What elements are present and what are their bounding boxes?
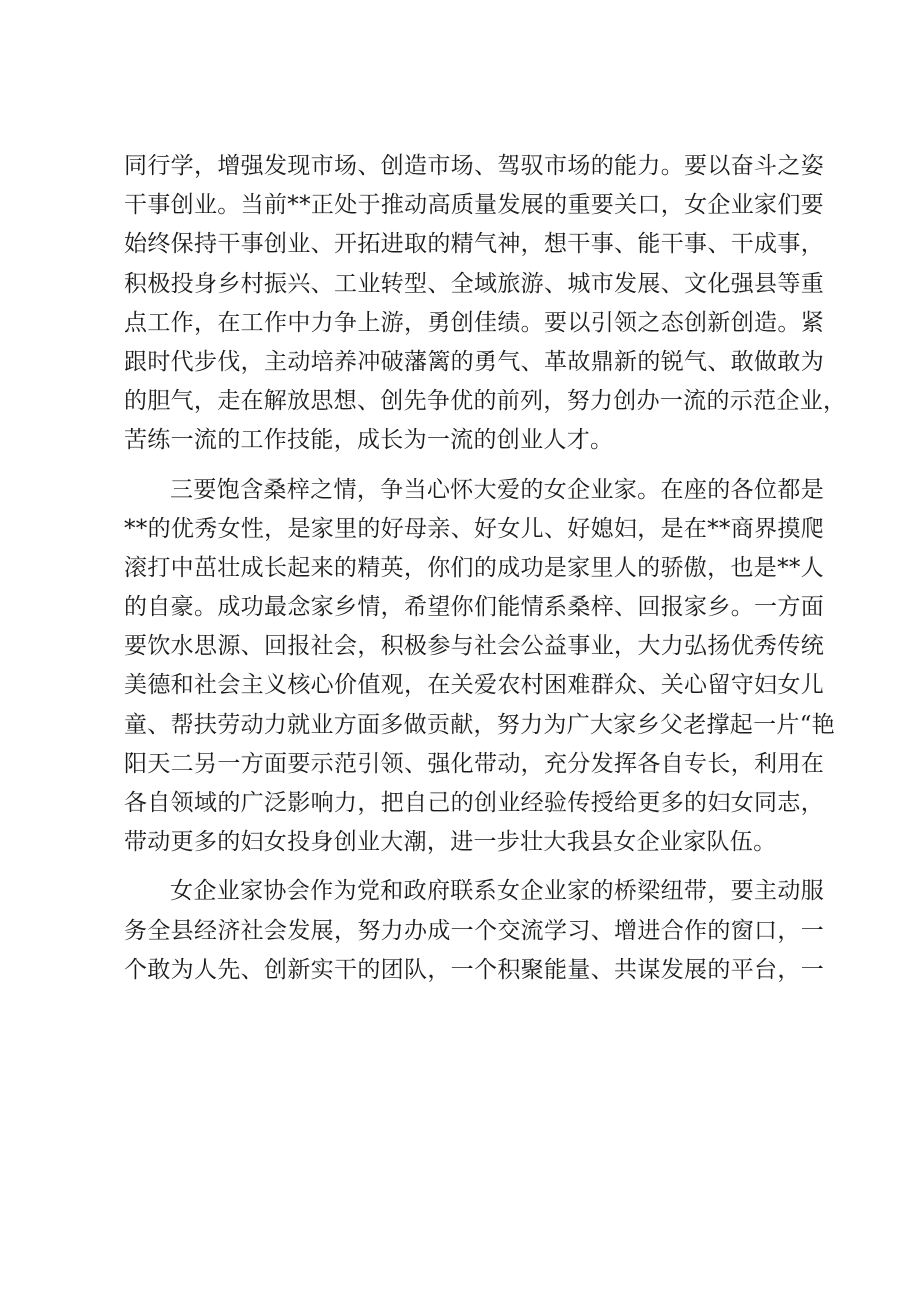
paragraph-gap	[124, 461, 824, 471]
text-line: 积极投身乡村振兴、工业转型、全域旅游、城市发展、文化强县等重	[124, 270, 824, 297]
text-line: 的胆气，走在解放思想、创先争优的前列，努力创办一流的示范企业，	[124, 388, 847, 415]
paragraph	[124, 147, 847, 461]
text-line: 滚打中茁壮成长起来的精英，你们的成功是家里人的骄傲，也是**人	[124, 554, 824, 581]
text-line: 美德和社会主义核心价值观，在关爱农村困难群众、关心留守妇女儿	[124, 672, 824, 699]
text-line: 的自豪。成功最念家乡情，希望你们能情系桑梓、回报家乡。一方面	[124, 594, 824, 621]
text-line: 个敢为人先、创新实干的团队，一个积聚能量、共谋发展的平台，一	[124, 956, 824, 983]
document-body	[124, 147, 847, 990]
text-line: 各自领域的广泛影响力，把自己的创业经验传授给更多的妇女同志，	[124, 790, 824, 816]
paragraph	[124, 872, 824, 990]
text-line: 点工作，在工作中力争上游，勇创佳绩。要以引领之态创新创造。紧	[124, 309, 824, 336]
text-line: 女企业家协会作为党和政府联系女企业家的桥梁纽带，要主动服	[170, 878, 824, 905]
text-line: 阳天二另一方面要示范引领、强化带动，充分发挥各自专长，利用在	[124, 750, 824, 777]
text-line: 务全县经济社会发展，努力办成一个交流学习、增进合作的窗口，一	[124, 917, 824, 944]
text-line: 三要饱含桑梓之情，争当心怀大爱的女企业家。在座的各位都是	[170, 476, 824, 503]
text-line: 带动更多的妇女投身创业大潮，进一步壮大我县女企业家队伍。	[124, 829, 777, 856]
text-line: 要饮水思源、回报社会，积极参与社会公益事业，大力弘扬优秀传统	[124, 633, 824, 660]
paragraph	[124, 471, 836, 863]
text-line: 同行学，增强发现市场、创造市场、驾驭市场的能力。要以奋斗之姿	[124, 153, 824, 179]
text-line: 跟时代步伐，主动培养冲破藩篱的勇气、革故鼎新的锐气、敢做敢为	[124, 348, 824, 375]
text-line: 干事创业。当前**正处于推动高质量发展的重要关口，女企业家们要	[124, 192, 824, 219]
text-line: 始终保持干事创业、开拓进取的精气神，想干事、能干事、干成事，	[124, 231, 824, 258]
paragraph-gap	[124, 862, 824, 872]
text-line: **的优秀女性，是家里的好母亲、好女儿、好媳妇，是在**商界摸爬	[124, 515, 824, 542]
text-line: 苦练一流的工作技能，成长为一流的创业人才。	[124, 427, 614, 454]
text-line: 童、帮扶劳动力就业方面多做贡献，努力为广大家乡父老撑起一片“艳	[124, 711, 836, 738]
